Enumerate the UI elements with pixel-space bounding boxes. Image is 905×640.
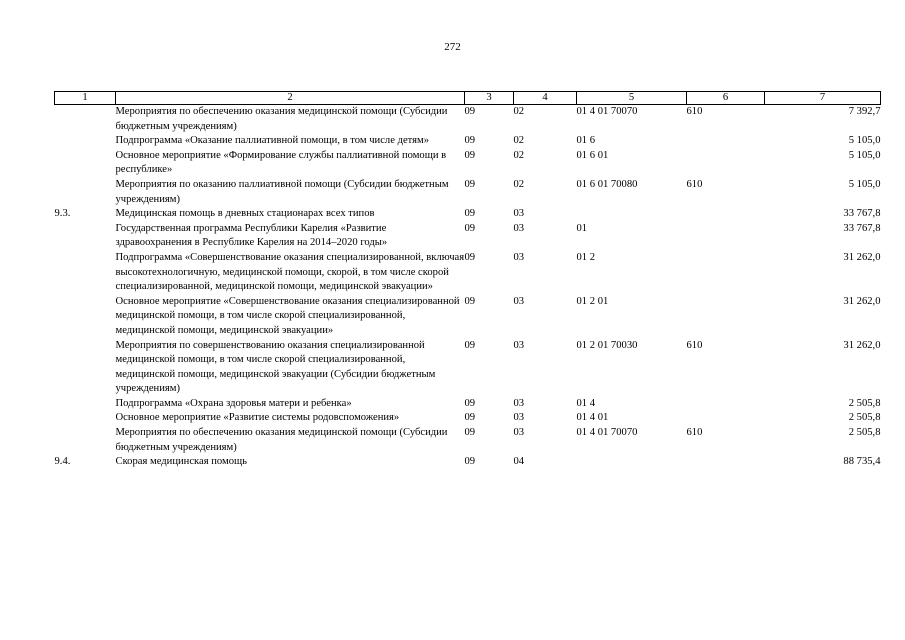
table-row <box>55 295 881 339</box>
row-expense-type <box>687 222 765 251</box>
table-header-row <box>55 92 881 105</box>
row-subsection: 03 <box>513 208 525 220</box>
table-row <box>55 455 881 470</box>
column-header: 5 <box>577 92 687 105</box>
row-amount: 5 105,0 <box>848 178 881 190</box>
row-amount: 2 505,8 <box>848 427 881 439</box>
row-expense-type <box>687 397 765 412</box>
row-number <box>55 178 116 207</box>
row-name: Государственная программа Республики Карелия «Развитие здравоохранения в Республике Карелия на 2014–2020 годы» <box>115 222 388 249</box>
row-expense-type <box>687 455 765 470</box>
row-target-article: 01 2 01 <box>576 295 609 307</box>
table-row <box>55 178 881 207</box>
row-expense-type <box>687 295 765 339</box>
table-row <box>55 426 881 455</box>
row-name: Основное мероприятие «Совершенствование оказания специализированной медицинской помощи, в том числе скорой специализированной, медицинской помощи, медицинской эвакуации» <box>115 295 460 336</box>
row-section: 09 <box>464 397 476 409</box>
row-expense-type: 610 <box>686 339 703 351</box>
row-target-article <box>577 207 687 222</box>
row-subsection: 04 <box>513 456 525 468</box>
row-section: 09 <box>464 149 476 161</box>
row-amount: 5 105,0 <box>848 149 881 161</box>
row-section: 09 <box>464 427 476 439</box>
column-header: 7 <box>765 92 881 105</box>
column-header: 4 <box>514 92 577 105</box>
row-expense-type <box>687 207 765 222</box>
row-name: Мероприятия по обеспечению оказания медицинской помощи (Субсидии бюджетным учреждениям) <box>115 106 448 132</box>
row-target-article: 01 4 01 70070 <box>576 106 638 117</box>
row-amount: 31 262,0 <box>843 295 881 307</box>
row-target-article: 01 2 <box>576 251 596 263</box>
row-target-article <box>577 455 687 470</box>
table-row <box>55 105 881 135</box>
row-name: Медицинская помощь в дневных стационарах всех типов <box>115 208 375 220</box>
row-name: Подпрограмма «Совершенствование оказания специализированной, включая высокотехнологичную, медицинской помощи, скорой, в том числе скорой специализированной, медицинской помощи, медицинской эвакуации» <box>115 251 465 293</box>
row-amount: 88 735,4 <box>843 456 881 468</box>
table-body <box>55 105 881 470</box>
row-section: 09 <box>464 412 476 424</box>
row-amount: 2 505,8 <box>848 397 881 409</box>
row-number <box>55 222 116 251</box>
table-row <box>55 222 881 251</box>
row-section: 09 <box>464 106 476 117</box>
row-amount: 5 105,0 <box>848 135 881 147</box>
row-subsection: 02 <box>513 106 525 117</box>
row-expense-type <box>687 411 765 426</box>
row-target-article: 01 4 01 70070 <box>576 427 638 439</box>
row-amount: 7 392,7 <box>848 106 881 117</box>
row-subsection: 03 <box>513 339 525 351</box>
row-subsection: 03 <box>513 222 525 234</box>
row-expense-type <box>687 251 765 295</box>
row-subsection: 02 <box>513 135 525 147</box>
table-row <box>55 134 881 149</box>
row-number <box>55 134 116 149</box>
row-name: Мероприятия по обеспечению оказания медицинской помощи (Субсидии бюджетным учреждениям) <box>115 427 448 453</box>
row-subsection: 03 <box>513 412 525 424</box>
page-number: 272 <box>444 41 461 53</box>
table-row <box>55 397 881 412</box>
row-name: Мероприятия по оказанию паллиативной помощи (Субсидии бюджетным учреждениям) <box>115 178 449 205</box>
row-section: 09 <box>464 339 476 351</box>
row-number <box>55 411 116 426</box>
row-name: Подпрограмма «Оказание паллиативной помощи, в том числе детям» <box>115 135 430 147</box>
column-header: 1 <box>55 92 116 105</box>
row-expense-type: 610 <box>686 178 703 190</box>
row-name: Скорая медицинская помощь <box>115 456 247 468</box>
row-target-article: 01 2 01 70030 <box>576 339 638 351</box>
row-expense-type <box>687 134 765 149</box>
table-row <box>55 339 881 397</box>
row-subsection: 02 <box>513 149 525 161</box>
row-subsection: 03 <box>513 397 525 409</box>
row-number <box>55 105 116 135</box>
column-header: 6 <box>687 92 765 105</box>
row-amount: 33 767,8 <box>843 208 881 220</box>
column-header: 2 <box>116 92 465 105</box>
row-target-article: 01 6 01 70080 <box>576 178 638 190</box>
row-section: 09 <box>464 456 476 468</box>
row-number <box>55 339 116 397</box>
row-subsection: 02 <box>513 178 525 190</box>
row-target-article: 01 <box>576 222 588 234</box>
budget-table <box>54 91 881 470</box>
row-subsection: 03 <box>513 251 525 263</box>
row-amount: 33 767,8 <box>843 222 881 234</box>
row-expense-type <box>687 149 765 178</box>
column-header: 3 <box>465 92 514 105</box>
row-name: Основное мероприятие «Формирование службы паллиативной помощи в республике» <box>115 149 447 176</box>
row-amount: 31 262,0 <box>843 251 881 263</box>
row-section: 09 <box>464 135 476 147</box>
table-row <box>55 149 881 178</box>
row-number <box>55 149 116 178</box>
row-number <box>55 295 116 339</box>
row-section: 09 <box>464 251 476 263</box>
row-section: 09 <box>464 222 476 234</box>
row-name: Подпрограмма «Охрана здоровья матери и ребенка» <box>115 397 352 409</box>
row-expense-type: 610 <box>686 106 703 117</box>
row-target-article: 01 6 01 <box>576 149 609 161</box>
row-target-article: 01 4 <box>576 397 596 409</box>
row-number <box>55 251 116 295</box>
table-row <box>55 251 881 295</box>
row-expense-type: 610 <box>686 427 703 439</box>
row-number: 9.3. <box>54 208 71 220</box>
row-target-article: 01 6 <box>576 135 596 147</box>
row-section: 09 <box>464 178 476 190</box>
row-number: 9.4. <box>54 456 71 468</box>
row-name: Мероприятия по совершенствованию оказания специализированной медицинской помощи, в том числе скорой специализированной, медицинской помощи, медицинской эвакуации (Субсидии бюджетным учреждениям) <box>115 339 436 395</box>
table-row <box>55 411 881 426</box>
row-amount: 2 505,8 <box>848 412 881 424</box>
row-number <box>55 426 116 455</box>
row-target-article: 01 4 01 <box>576 412 609 424</box>
row-section: 09 <box>464 208 476 220</box>
row-name: Основное мероприятие «Развитие системы родовспоможения» <box>115 412 400 424</box>
row-amount: 31 262,0 <box>843 339 881 351</box>
row-subsection: 03 <box>513 295 525 307</box>
table-row <box>55 207 881 222</box>
row-subsection: 03 <box>513 427 525 439</box>
row-number <box>55 397 116 412</box>
row-section: 09 <box>464 295 476 307</box>
